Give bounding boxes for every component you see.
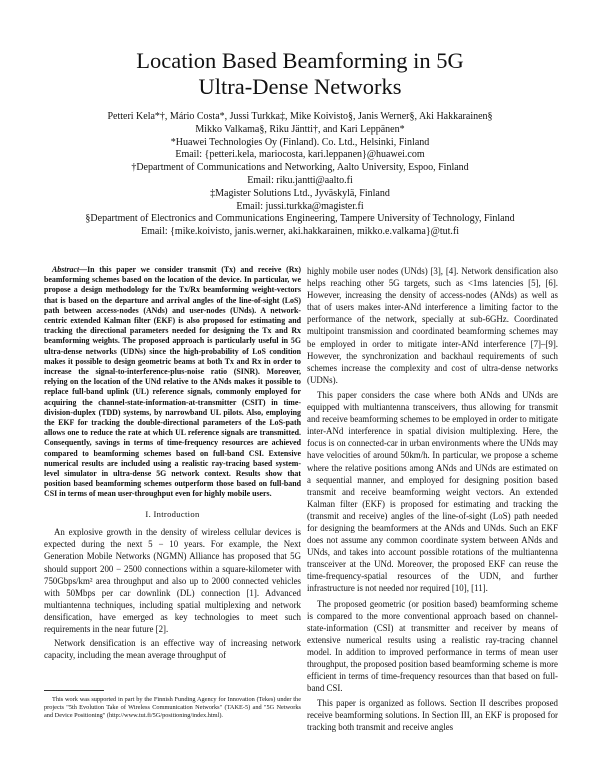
- abstract-lead: Abstract: [52, 265, 80, 274]
- affiliation-email-4: Email: {mike.koivisto, janis.werner, aki.hakkarainen, mikko.e.valkama}@tut.fi: [140, 226, 460, 238]
- right-paragraph-4: This paper is organized as follows. Section II describes proposed receive beamforming solutions. In Section III, an EKF is proposed for tracking both transmit and receive angles: [307, 698, 558, 733]
- affiliation-email-3: Email: jussi.turkka@magister.fi: [236, 200, 364, 212]
- affiliation-2: †Department of Communications and Networking, Aalto University, Espoo, Finland: [131, 162, 469, 174]
- affiliation-4: §Department of Electronics and Communications Engineering, Tampere University of Technology, Finland: [85, 213, 515, 225]
- intro-paragraph-1: An explosive growth in the density of wireless cellular devices is expected during the next 5 − 10 years. For example, the Next Generation Mobile Networks (NGMN) Alliance has proposed that 5G should support 200 − 2500 connections within a square-kilometer with 750Gbps/km² area throughput and also up to 2000 connected vehicles with 50Mbps per car downlink (DL) connection [1]. Advanced multiantenna techniques, including spatial multiplexing and network densification, have emerged as key technologies to meet such requirements in the near future [2].: [44, 527, 301, 635]
- author-block: [0, 111, 600, 239]
- title-line-1: Location Based Beamforming in 5G: [136, 48, 464, 73]
- author-line-1: Petteri Kela*†, Mário Costa*, Jussi Turkka‡, Mike Koivisto§, Janis Werner§, Aki Hakkarainen§: [107, 111, 493, 122]
- footnote-rule: [44, 690, 104, 691]
- affiliation-3: ‡Magister Solutions Ltd., Jyväskylä, Finland: [210, 187, 390, 199]
- funding-footnote: This work was supported in part by the Finnish Funding Agency for Innovation (Tekes) under the projects "5th Evolution Take of Wireless Communication Networks" (TAKE-5) and "5G Networks and Device Positioning" (http://www.tut.fi/5G/positioning/index.html).: [44, 696, 301, 719]
- section-heading-introduction: I. Introduction: [145, 508, 200, 519]
- title-line-2: Ultra-Dense Networks: [198, 74, 402, 99]
- right-paragraph-2: This paper considers the case where both ANds and UNds are equipped with multiantenna transceivers, thus allowing for transmit and receive beamforming schemes to be employed in order to mitigate inter-ANd interference in spatial division multiplexing. Here, the focus is on connected-car in urban environments where the UNds may have velocities of around 50km/h. In particular, we propose a scheme where the relative positions among ANds and UNds are estimated on a sequential manner, and employed for designing position based transmit and receive beamforming weight vectors. An extended Kalman filter (EKF) is proposed for estimating and tracking the (transmit and receive) angles of the line-of-sight (LoS) path needed for designing the beamformers at the ANds and UNds. Such an EKF does not assume any common coordinate system between ANds and UNds, and takes into account possible rotations of the multiantenna transceiver at the UNd. Moreover, the proposed EKF can reuse the time-frequency-spatial resources of the UDN, and further infrastructure is not needed nor required [10], [11].: [307, 389, 558, 594]
- affiliation-1: *Huawei Technologies Oy (Finland). Co. Ltd., Helsinki, Finland: [170, 136, 430, 148]
- intro-paragraph-2: Network densification is an effective way of increasing network capacity, including the mean average throughput of: [44, 638, 301, 661]
- abstract-text: —In this paper we consider transmit (Tx) and receive (Rx) beamforming schemes based on the location of the device. In particular, we propose a design methodology for the Tx/Rx beamforming weight-vectors that is based on the departure and arrival angles of the line-of-sight (LoS) path between access-nodes (ANds) and user-nodes (UNds). A network-centric extended Kalman filter (EKF) is also proposed for estimating and tracking the directional parameters needed for designing the Tx and Rx beamforming weights. The proposed approach is particularly useful in 5G ultra-dense networks (UDNs) since the high-probability of LoS condition makes it possible to design geometric beams at both Tx and Rx in order to increase the signal-to-interference-plus-noise ratio (SINR). Moreover, relying on the location of the UNd relative to the ANds makes it possible to replace full-band uplink (UL) reference signals, commonly employed for acquiring the channel-state-information-at-transmitter (CSIT) in time-division-duplex (TDD) systems, by narrowband UL pilots. Also, employing the EKF for tracking the double-directional parameters of the LoS-path allows one to reduce the rate at which UL reference signals are transmitted. Consequently, savings in terms of time-frequency resources are achieved compared to beamforming schemes based on full-band CSI. Extensive numerical results are included using a realistic ray-tracing based system-level simulator in ultra-dense 5G network context. Results show that position based beamforming schemes outperform those based on full-band CSI in terms of mean user-throughput even for highly mobile users.: [44, 265, 301, 499]
- right-paragraph-1: highly mobile user nodes (UNds) [3], [4]. Network densification also helps reaching other 5G targets, such as <1ms latencies [5], [6]. However, increasing the density of access-nodes (ANds) as well as that of users makes inter-ANd interference a limiting factor to the performance of the network, specially at sub-6GHz. Coordinated multipoint transmission and coordinated beamforming schemes may be employed in order to mitigate inter-ANd interference [7]–[9]. However, the synchronization and backhaul requirements of such schemes increase the complexity and cost of ultra-dense networks (UDNs).: [307, 266, 558, 385]
- left-column: [44, 265, 301, 663]
- abstract: [44, 265, 301, 500]
- affiliation-email-2: Email: riku.jantti@aalto.fi: [247, 174, 353, 186]
- paper-title: [0, 48, 600, 100]
- affiliation-email-1: Email: {petteri.kela, mariocosta, kari.leppanen}@huawei.com: [175, 149, 425, 161]
- right-column: [307, 265, 558, 737]
- author-line-2: Mikko Valkama§, Riku Jäntti†, and Kari Leppänen*: [195, 123, 405, 135]
- right-paragraph-3: The proposed geometric (or position based) beamforming scheme is compared to the more conventional approach based on channel-state-information (CSI) at transmitter and receiver by means of extensive numerical results using a realistic ray-tracing channel model. In addition to improved performance in terms of mean user throughput, the proposed position based beamforming scheme is more efficient in terms of time-frequency resources than that based on full-band CSI.: [307, 598, 558, 694]
